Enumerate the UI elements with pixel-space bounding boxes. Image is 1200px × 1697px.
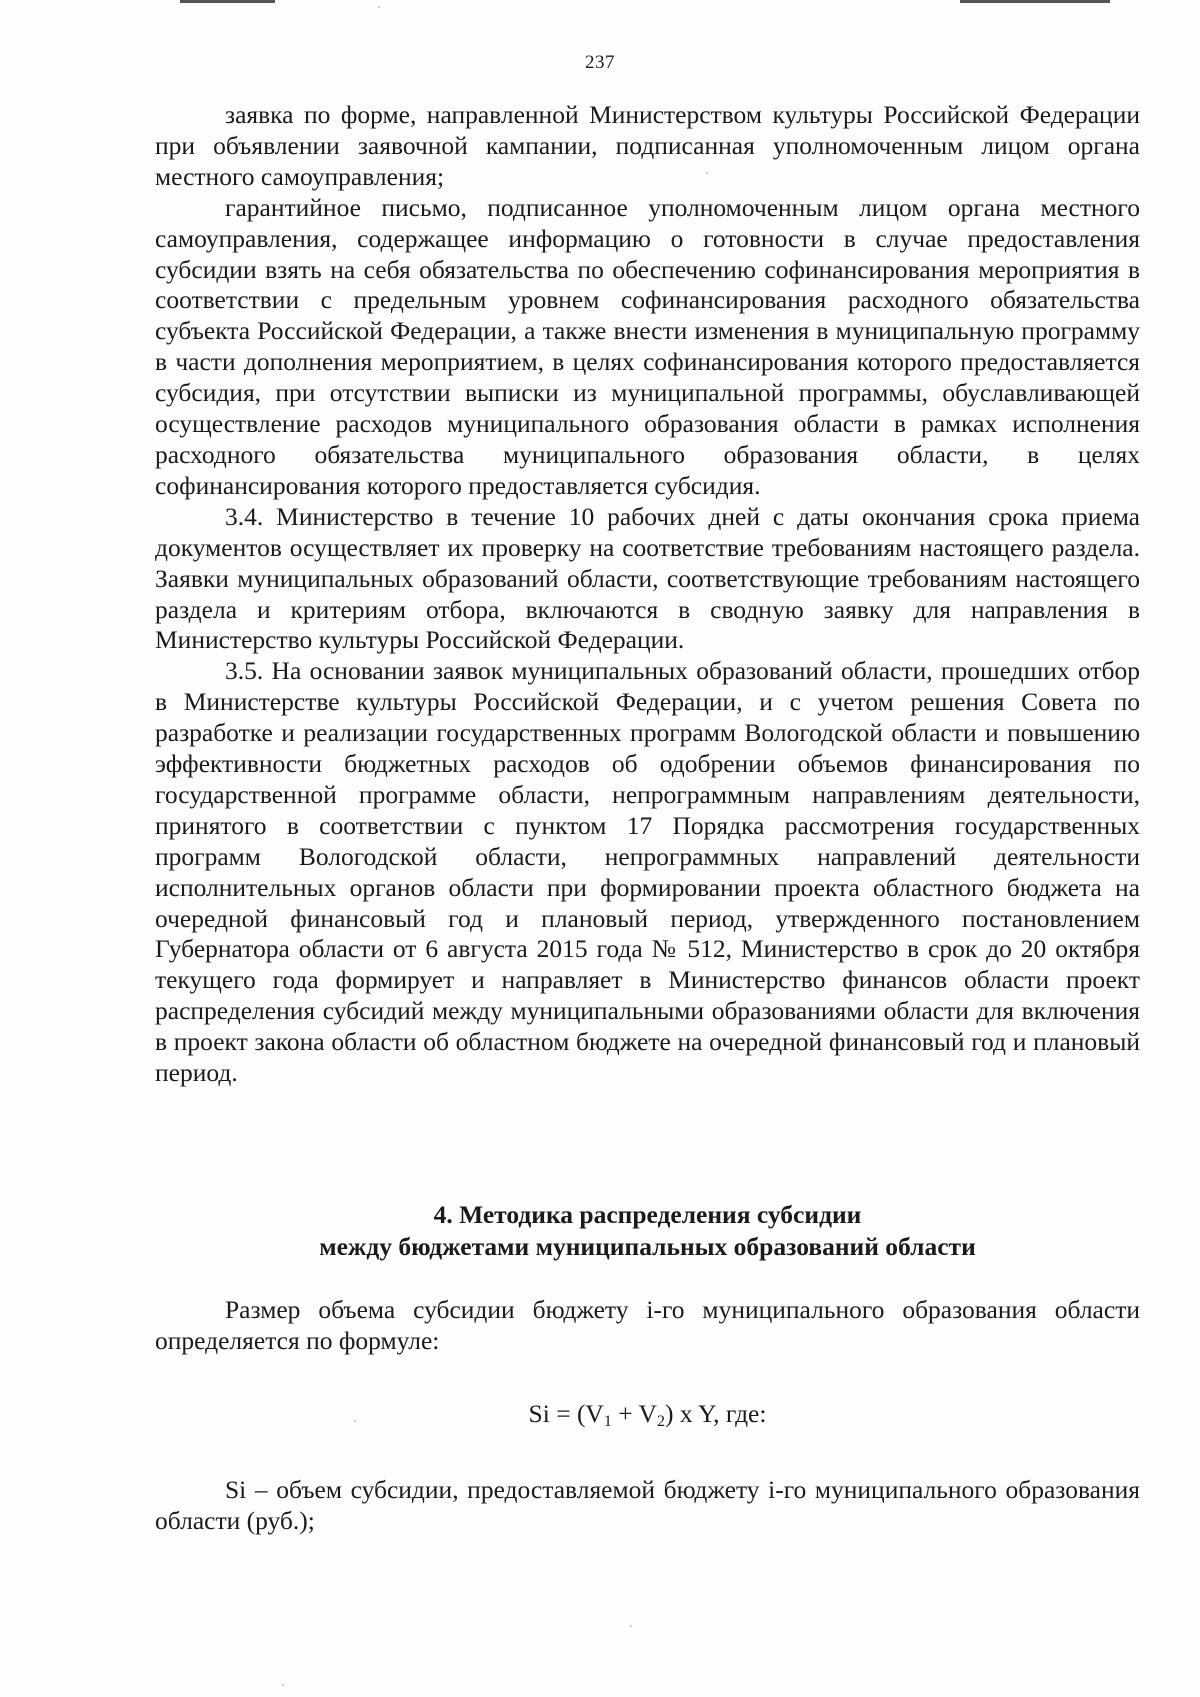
top-edge-mark-left (180, 0, 275, 3)
intro-text (155, 1294, 1140, 1356)
definition-text (155, 1474, 1140, 1536)
formula-rhs: ) x Y, где: (664, 1399, 767, 1428)
section-heading-line-2: между бюджетами муниципальных образований области (319, 1232, 976, 1261)
formula-plus: + V (611, 1399, 657, 1428)
scan-speck (354, 1420, 356, 1422)
paragraph-3-4: 3.4. Министерство в течение 10 рабочих дней с даты окончания срока приема документов осуществляет их проверку на соответствие требованиям настоящего раздела. Заявки муниципальных образований области, соответствующие требованиям настоящего раздела и критериям отбора, включаются в сводную заявку для направления в Министерство культуры Российской Федерации. (155, 501, 1140, 655)
formula-subscript-2: 2 (656, 1413, 665, 1430)
paragraph-formula-intro: Размер объема субсидии бюджету i-го муниципального образования области определяется по формуле: (155, 1295, 1140, 1355)
formula-subscript-1: 1 (603, 1413, 612, 1430)
scan-speck (378, 6, 380, 8)
body-text (155, 100, 1140, 1089)
top-edge-mark-right (960, 0, 1110, 3)
section-heading (155, 1199, 1140, 1263)
page-number: 237 (585, 52, 615, 73)
scan-speck (630, 1625, 632, 1627)
paragraph-application: заявка по форме, направленной Министерством культуры Российской Федерации при объявлении заявочной кампании, подписанная уполномоченным лицом органа местного самоуправления; (155, 100, 1140, 191)
paragraph-si-definition: Si – объем субсидии, предоставляемой бюджету i-го муниципального образования области (руб.); (155, 1475, 1140, 1535)
formula-lhs: Si = (V (528, 1399, 604, 1428)
subsidy-formula (155, 1398, 1140, 1438)
paragraph-guarantee-letter: гарантийное письмо, подписанное уполномоченным лицом органа местного самоуправления, содержащее информацию о готовности в случае предоставления субсидии взять на себя обязательства по обеспечению софинансирования мероприятия в соответствии с предельным уровнем софинансирования расходного обязательства субъекта Российской Федерации, а также внести изменения в муниципальную программу в части дополнения мероприятием, в целях софинансирования которого предоставляется субсидия, при отсутствии выписки из муниципальной программы, обуславливающей осуществление расходов муниципального образования области в рамках исполнения расходного обязательства муниципального образования области, в целях софинансирования которого предоставляется субсидия. (155, 192, 1140, 500)
section-heading-line-1: 4. Методика распределения субсидии (433, 1200, 862, 1229)
paragraph-3-5: 3.5. На основании заявок муниципальных образований области, прошедших отбор в Министерстве культуры Российской Федерации, и с учетом решения Совета по разработке и реализации государственных программ Вологодской области и повышению эффективности бюджетных расходов об одобрении объемов финансирования по государственной программе области, непрограммным направлениям деятельности, принятого в соответствии с пунктом 17 Порядка рассмотрения государственных программ Вологодской области, непрограммных направлений деятельности исполнительных органов области при формировании проекта областного бюджета на очередной финансовый год и плановый период, утвержденного постановлением Губернатора области от 6 августа 2015 года № 512, Министерство в срок до 20 октября текущего года формирует и направляет в Министерство финансов области проект распределения субсидий между муниципальными образованиями области для включения в проект закона области об областном бюджете на очередной финансовый год и плановый период. (155, 656, 1140, 1088)
scan-speck (282, 1684, 284, 1686)
scan-speck (706, 172, 708, 174)
